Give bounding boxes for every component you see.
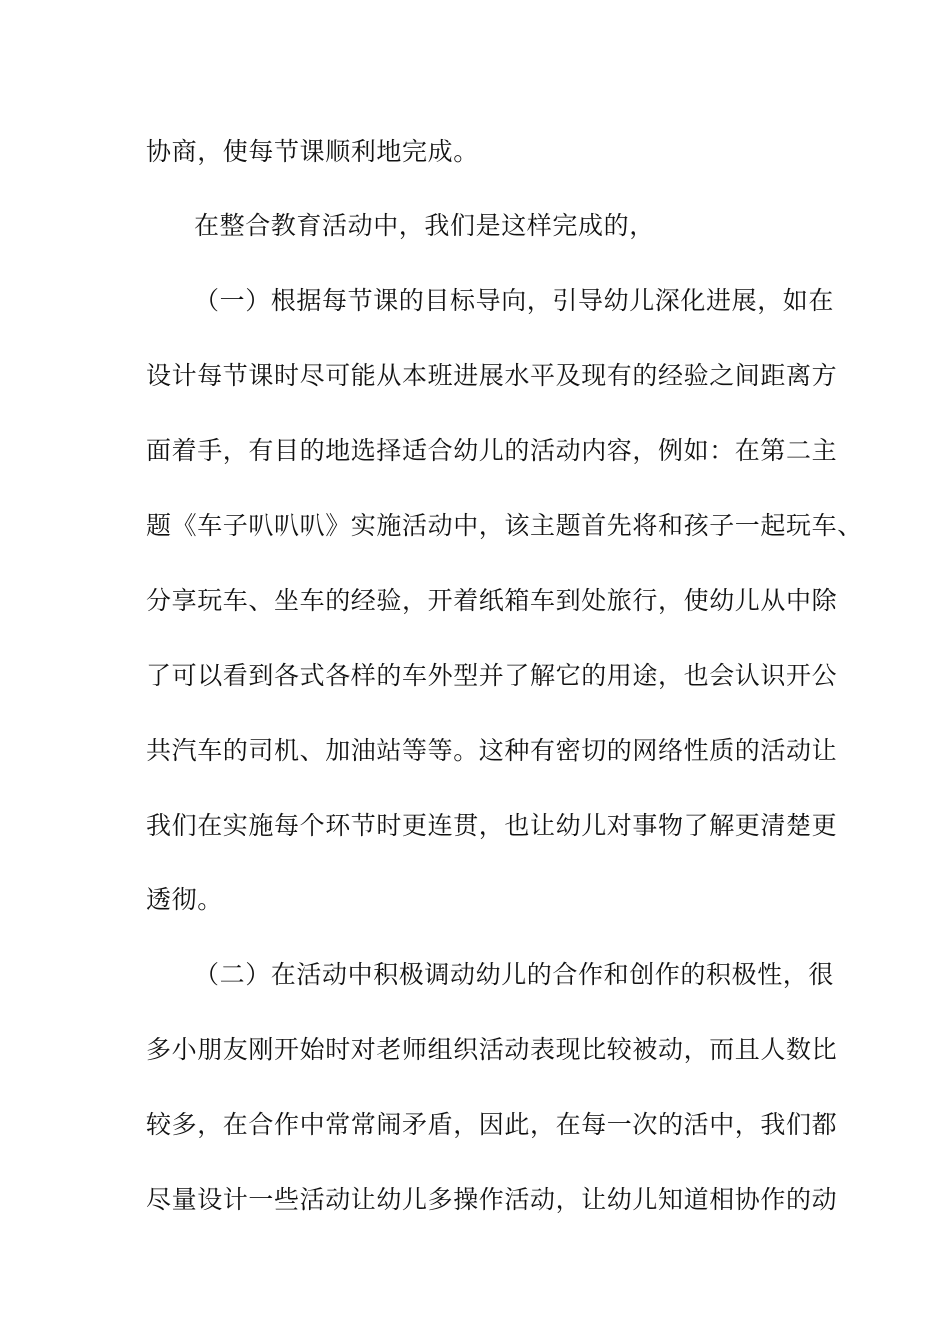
text-line: 尽量设计一些活动让幼儿多操作活动，让幼儿知道相协作的动 [146, 1185, 838, 1214]
text-line: 题《车子叭叭叭》实施活动中，该主题首先将和孩子一起玩车、 [146, 511, 863, 540]
text-line: 分享玩车、坐车的经验，开着纸箱车到处旅行，使幼儿从中除 [146, 586, 838, 615]
text-line: 在整合教育活动中，我们是这样完成的， [194, 211, 655, 240]
text-line: 了可以看到各式各样的车外型并了解它的用途，也会认识开公 [146, 661, 838, 690]
text-line: 透彻。 [146, 885, 223, 914]
text-line: （二）在活动中积极调动幼儿的合作和创作的积极性，很 [194, 960, 835, 989]
text-line: （一）根据每节课的目标导向，引导幼儿深化进展，如在 [194, 286, 835, 315]
text-line: 协商，使每节课顺利地完成。 [146, 137, 479, 166]
text-line: 设计每节课时尽可能从本班进展水平及现有的经验之间距离方 [146, 361, 838, 390]
text-line: 多小朋友刚开始时对老师组织活动表现比较被动，而且人数比 [146, 1035, 838, 1064]
text-line: 较多，在合作中常常闹矛盾，因此，在每一次的活中，我们都 [146, 1110, 838, 1139]
text-line: 面着手，有目的地选择适合幼儿的活动内容，例如：在第二主 [146, 436, 838, 465]
text-line: 共汽车的司机、加油站等等。这种有密切的网络性质的活动让 [146, 736, 838, 765]
text-line: 我们在实施每个环节时更连贯，也让幼儿对事物了解更清楚更 [146, 811, 838, 840]
